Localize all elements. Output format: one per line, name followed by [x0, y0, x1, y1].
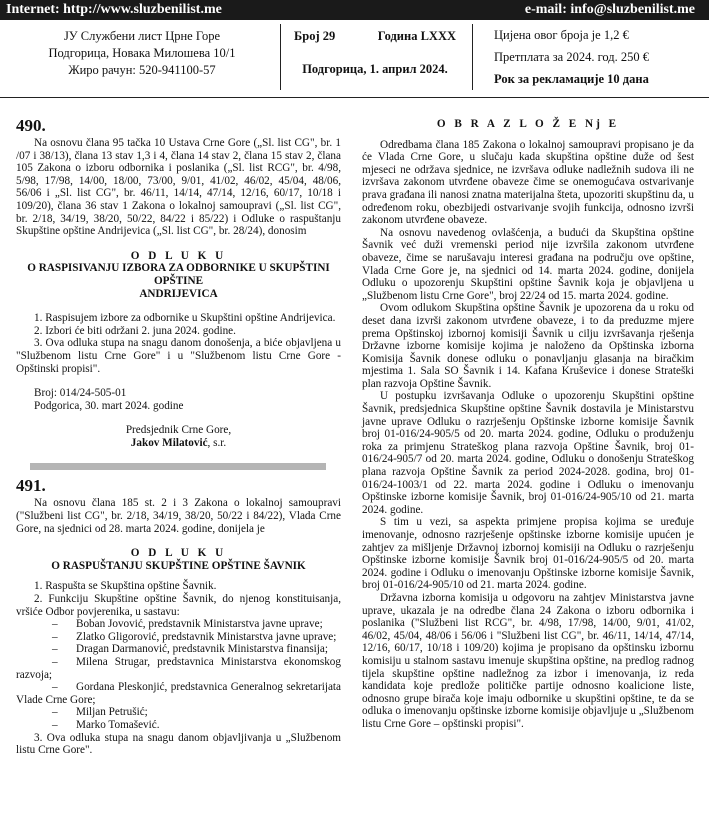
doc-number: 491. [16, 476, 46, 496]
email-address[interactable]: e-mail: info@sluzbenilist.me [524, 2, 695, 17]
left-column [16, 112, 341, 757]
member-item: – Miljan Petrušić; [52, 706, 148, 719]
right-column [362, 112, 694, 731]
doc-preamble: Na osnovu člana 185 st. 2 i 3 Zakona o lokalnoj samoupravi ("Službeni list CG", br. 2/18, 34/19, 38/20, 50/22 i 84/22), Vlada Crne Gore, na sjednici od 28. marta 2024. godine, donijela je [16, 497, 341, 535]
member-item: – Marko Tomašević. [52, 718, 160, 731]
doc-item: 2. Funkciju Skupštine opštine Šavnik, do njenog konstituisanja, vršiće Odbor povjerenika, u sastavu: [16, 593, 341, 618]
header-divider [472, 24, 473, 90]
explanation-paragraph: Državna izborna komisija u odgovoru na zahtjev Ministarstva javne uprave, ukazala je na odredbe člana 24 Zakona o izboru odbornika i poslanika ("Službeni list RCG", br. 4/98, 17/98, 14/00, 9/01, 41/02, 46/02, 45/04, 48/06 i 56/06 i "Službeni list CG", br. 46/11, 14/14, 47/14, 12/16, 60/17, 10/18 i 109/20) kojima je propisano da opštinsku izbornu komisiju u stalnom sastavu imenuje skupština opštine, na predlog radnog tijela skupštine opštine nadležnog za izbor i imenovanja, iz reda kandidata koje predlože političke partije odnosno koalicione liste, odnosno grupe birača koje imaju odbornike u skupštini opštine, te da se odluka o imenovanju opštinske izborne komisije objavljuje u „Službenom listu Crne Gore – opštinski propisi". [362, 591, 694, 730]
member-item: – Milena Strugar, predstavnica Ministarstva ekonomskog razvoja; [16, 656, 341, 681]
doc-subtitle-municipality: ANDRIJEVICA [139, 287, 218, 300]
issue-info [294, 28, 456, 78]
complaint-deadline: Рок за рекламације 10 дана [494, 72, 649, 86]
issue-price: Цијена овог броја је 1,2 € [494, 28, 629, 42]
header-divider [280, 24, 281, 90]
header-bottom-rule [0, 97, 709, 98]
pricing-info [494, 24, 694, 90]
member-item: – Dragan Darmanović, predstavnik Ministarstva finansija; [52, 643, 328, 656]
explanation-paragraph: Ovom odlukom Skupština opštine Šavnik je upozorena da u roku od deset dana izvrši zakonom utvrđene obaveze, i to da preduzme mjere prema Opštinskoj izbornoj komisiji Šavnik u cilju izvršavanja rješenja Državne izborne komisije kojima je naloženo da Opštinska izborna Komisija Šavnik donese odluku o ponavljanju glasanja na biračkim mjestima 1. Sala SO Šavnik i 14. Kafana Kruševice i donese Strateški plan razvoja Opštine Šavnik. [362, 302, 694, 390]
member-item: – Boban Jovović, predstavnik Ministarstva javne uprave; [52, 618, 323, 631]
explanation-paragraph: U postupku izvršavanja Odluke o upozorenju Skupštini opštine Šavnik, predsjednica Skupštine opštine Šavnik dostavila je Ministarstvu javne uprave Odluku o razrješenju Opštinske izborne komisije Šavnik broj 01-016/24-905/5 od 20. marta 2024. godine, Odluku o produženju roka za primjenu Strateškog plana razvoja Opštine Šavnik, broj 01-016/24-905/7 od 20. marta 2024. godine, Odluku o donošenju Strateškog plana razvoja Opštine Šavnik za period 2024-2028. godina, broj 01-016/24-1003/1 od 22. marta 2024. godine i Odluku o imenovanju Opštinske izborne komisije Šavnik, broj 01-016/24-905/10 od 21. marta 2024. godine. [362, 390, 694, 516]
explanation-paragraph: Odredbama člana 185 Zakona o lokalnoj samoupravi propisano je da će Vlada Crne Gore, u slučaju kada skupština opštine duže od šest mjeseci ne održava sjednice, ne izvršava odluke nadležnih sudova ili ne izvršava zakonom utvrđene obaveze čime se onemogućava ostvarivanje prava građana ili nanosi znatna materijalna šteta, upozoriti skupštinu da, u određenom roku, obezbijedi ostvarivanje svojih funkcija, odnosno izvrši zakonom utvrđene obaveze. [362, 138, 694, 227]
doc-number: 490. [16, 116, 46, 135]
signatory-name: Jakov Milatović [130, 436, 208, 449]
explanation-paragraph: Na osnovu navedenog ovlašćenja, a budući da Skupština opštine Šavnik već duži vremenski period nije izvršila zakonom utvrđene obaveze, čime se narušavaju interesi građana na području ove opštine, Vlada Crne Gore je, na sjednici od 14. marta 2024. godine, donijela Odluku o upozorenju Skupštini opštine Šavnik koja je objavljena u „Službenom listu Crne Gore", broj 22/24 od 15. marta 2024. godine. [362, 226, 694, 302]
doc-title: O D L U K U [130, 249, 227, 262]
top-banner [0, 0, 709, 20]
doc-reference: Broj: 014/24-505-01 [34, 387, 127, 400]
doc-title: O D L U K U [130, 547, 227, 560]
publisher-info [32, 28, 252, 79]
subscription-price: Претплата за 2024. год. 250 € [494, 50, 650, 64]
publisher-name: ЈУ Службени лист Црне Горе [63, 29, 221, 43]
doc-preamble: Na osnovu člana 95 tačka 10 Ustava Crne Gore („Sl. list CG", br. 1 /07 i 38/13), člana 13 stav 1,3 i 4, člana 14 stav 2, člana 15 stav 2, člana 105 Zakona o izboru odbornika i poslanika („Sl. list RCG", br. 4/98, 5/98, 17/98, 14/00, 18/00, 73/00, 9/01, 41/02, 46/02, 45/04, 48/06, 56/06 i „Sl. list CG", br. 46/11, 14/14, 47/14, 12/16, 60/17, 10/18 i 109/20), člana 36 stav 1 Zakona o lokalnoj samoupravi („Sl. list CG", br. 2/18, 34/19, 38/20, 50/22, 84/22 i 85/22) i Odluke o raspuštanju Skupštine opštine Andrijevica („Sl. list CG", br. 28/24), donosim [16, 137, 341, 238]
explanation-title: O B R A Z L O Ž E Nj E [436, 118, 620, 130]
section-separator [30, 463, 326, 470]
issue-date: Подгорица, 1. април 2024. [302, 62, 448, 76]
publisher-address: Подгорица, Новака Милошева 10/1 [48, 46, 236, 60]
doc-item: 1. Raspisujem izbore za odbornike u Skupštini opštine Andrijevica. [34, 312, 336, 325]
doc-item: 3. Ova odluka stupa na snagu danom donošenja, a biće objavljena u "Službenom listu Crne Gore" i u "Službenom listu Crne Gore - Opštinski propisi". [16, 337, 341, 375]
doc-item: 3. Ova odluka stupa na snagu danom objavljivanja u „Službenom listu Crne Gore". [16, 731, 341, 757]
masthead [0, 24, 709, 96]
signature-title: Predsjednik Crne Gore, [125, 424, 232, 437]
issue-number: Број 29 [294, 29, 336, 43]
doc-subtitle: O RASPISIVANJU IZBORA ZA ODBORNIKE U SKUPŠTINI OPŠTINE [27, 262, 330, 287]
doc-date: Podgorica, 30. mart 2024. godine [34, 399, 184, 412]
member-item: – Gordana Pleskonjić, predstavnica Generalnog sekretarijata Vlade Crne Gore; [16, 681, 341, 706]
doc-item: 2. Izbori će biti održani 2. juna 2024. godine. [34, 324, 236, 337]
doc-item: 1. Raspušta se Skupština opštine Šavnik. [34, 580, 217, 593]
website-address[interactable]: Internet: http://www.sluzbenilist.me [6, 2, 222, 17]
signature-block [16, 437, 341, 450]
signature-suffix: , s.r. [207, 436, 227, 449]
explanation-paragraph: S tim u vezi, sa aspekta primjene propisa kojima se uređuje imenovanje, odnosno razrješenje opštinske izborne komisije upućen je zahtjev za mišljenje Državnoj izbornoj komisiji na Odluku o razrješenju Opštinske izborne komisije Šavnik broj 01-016/24-905/5 od 20. marta 2024. godine i Odluku o imenovanju Opštinske izborne komisije Šavnik, broj 01-016/24-905/10 od 21. marta 2024. godine. [362, 516, 694, 592]
bank-account: Жиро рачун: 520-941100-57 [68, 63, 216, 77]
volume-year: Година LXXX [377, 29, 456, 43]
member-item: – Zlatko Gligorović, predstavnik Ministarstva javne uprave; [52, 630, 337, 643]
doc-subtitle: O RASPUŠTANJU SKUPŠTINE OPŠTINE ŠAVNIK [51, 559, 306, 572]
